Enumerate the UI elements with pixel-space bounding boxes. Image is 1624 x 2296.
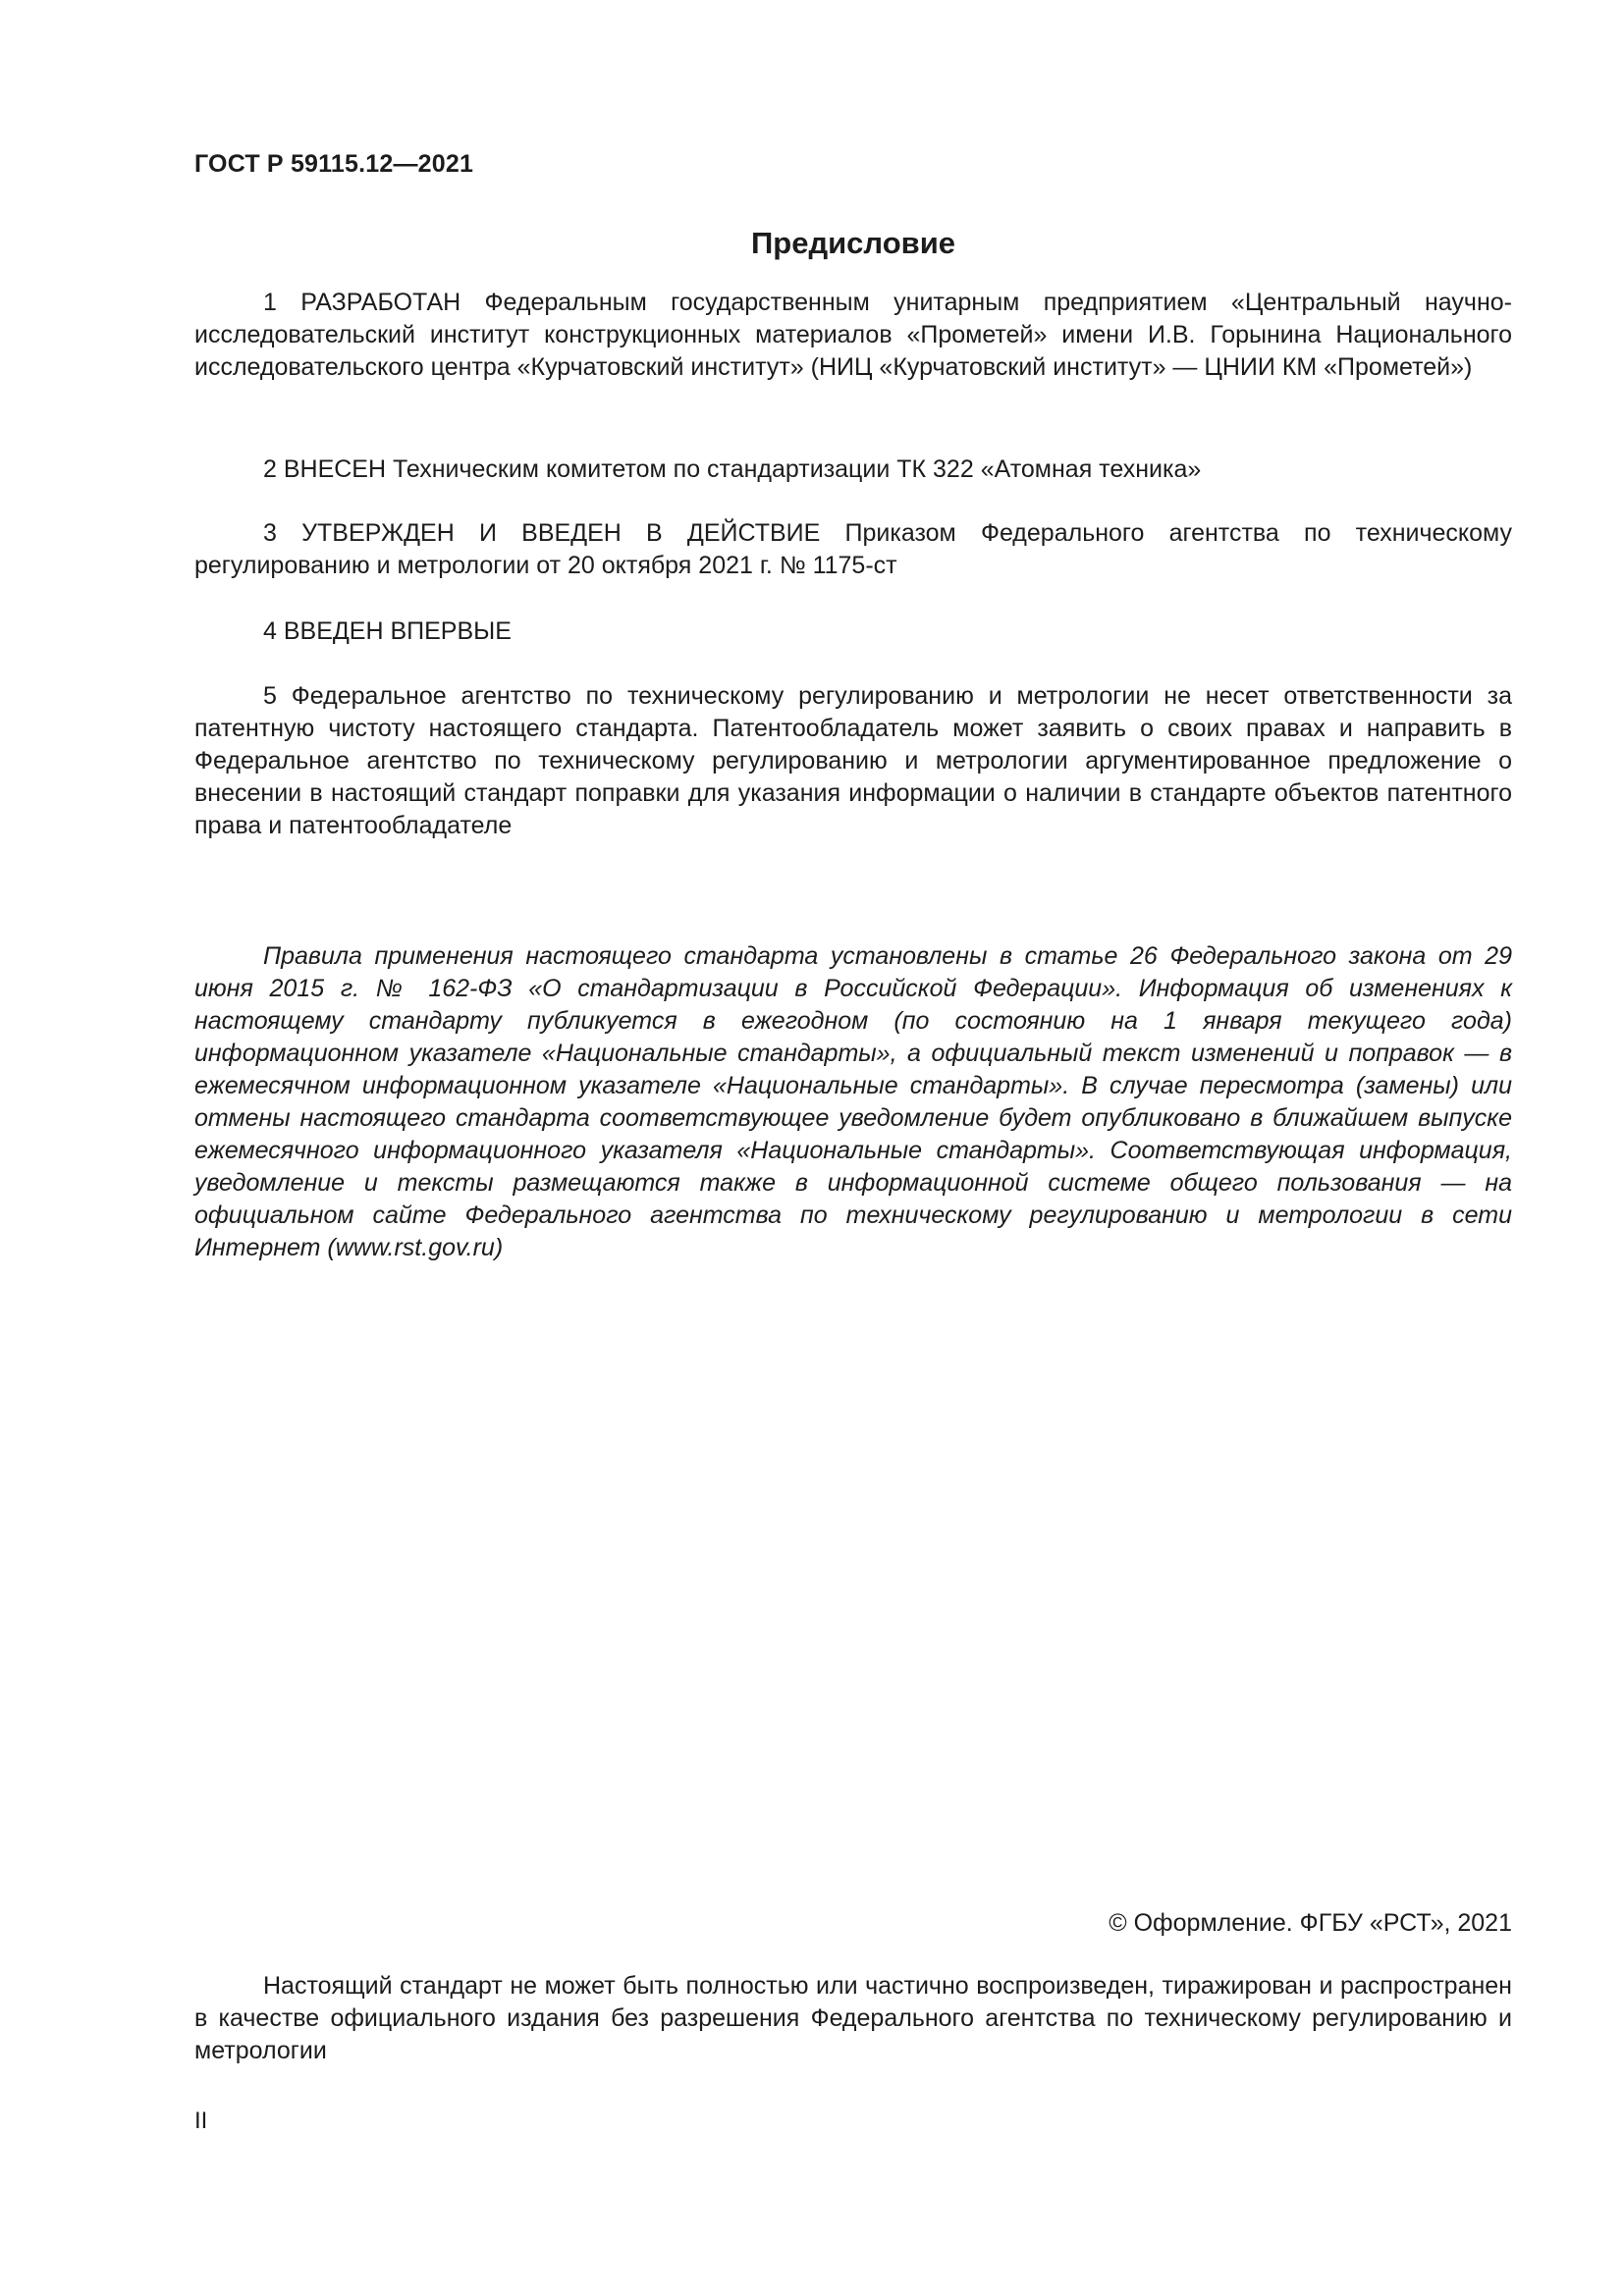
foreword-item-developed: 1 РАЗРАБОТАН Федеральным государственным унитарным предприятием «Центральный научно-исследовательский институт конструкционных материалов «Прометей» имени И.В. Горынина Национального исследовательского центра «Курчатовский институт» (НИЦ «Курчатовский институт» — ЦНИИ КМ «Прометей») bbox=[194, 289, 1512, 381]
page-title: Предисловие bbox=[750, 226, 955, 260]
foreword-item-patent: 5 Федеральное агентство по техническому регулированию и метрологии не несет ответственности за патентную чистоту настоящего стандарта. Патентообладатель может заявить о своих правах и направить в Федеральное агентство по техническому регулированию и метрологии аргументированное предложение о внесении в настоящий стандарт поправки для указания информации о наличии в стандарте объектов патентного права и патентообладателе bbox=[194, 682, 1512, 839]
copyright-line: © Оформление. ФГБУ «РСТ», 2021 bbox=[1109, 1909, 1512, 1937]
page-number: II bbox=[194, 2108, 208, 2134]
foreword-item-approved: 3 УТВЕРЖДЕН И ВВЕДЕН В ДЕЙСТВИЕ Приказом Федерального агентства по техническому регулированию и метрологии от 20 октября 2021 г. № 1175-ст bbox=[194, 519, 1512, 579]
standard-code: ГОСТ Р 59115.12—2021 bbox=[194, 150, 474, 178]
reproduction-notice: Настоящий стандарт не может быть полностью или частично воспроизведен, тиражирован и распространен в качестве официального издания без разрешения Федерального агентства по техническому регулированию и метрологии bbox=[194, 1972, 1512, 2064]
rules-note: Правила применения настоящего стандарта установлены в статье 26 Федерального закона от 29 июня 2015 г. № 162-ФЗ «О стандартизации в Российской Федерации». Информация об изменениях к настоящему стандарту публикуется в ежегодном (по состоянию на 1 января текущего года) информационном указателе «Национальные стандарты», а официальный текст изменений и поправок — в ежемесячном информационном указателе «Национальные стандарты». В случае пересмотра (замены) или отмены настоящего стандарта соответствующее уведомление будет опубликовано в ближайшем выпуске ежемесячного информационного указателя «Национальные стандарты». Соответствующая информация, уведомление и тексты размещаются также в информационной системе общего пользования — на официальном сайте Федерального агентства по техническому регулированию и метрологии в сети Интернет (www.rst.gov.ru) bbox=[194, 942, 1512, 1261]
foreword-item-submitted: 2 ВНЕСЕН Техническим комитетом по стандартизации ТК 322 «Атомная техника» bbox=[263, 455, 1202, 483]
foreword-item-introduced: 4 ВВЕДЕН ВПЕРВЫЕ bbox=[263, 617, 512, 645]
